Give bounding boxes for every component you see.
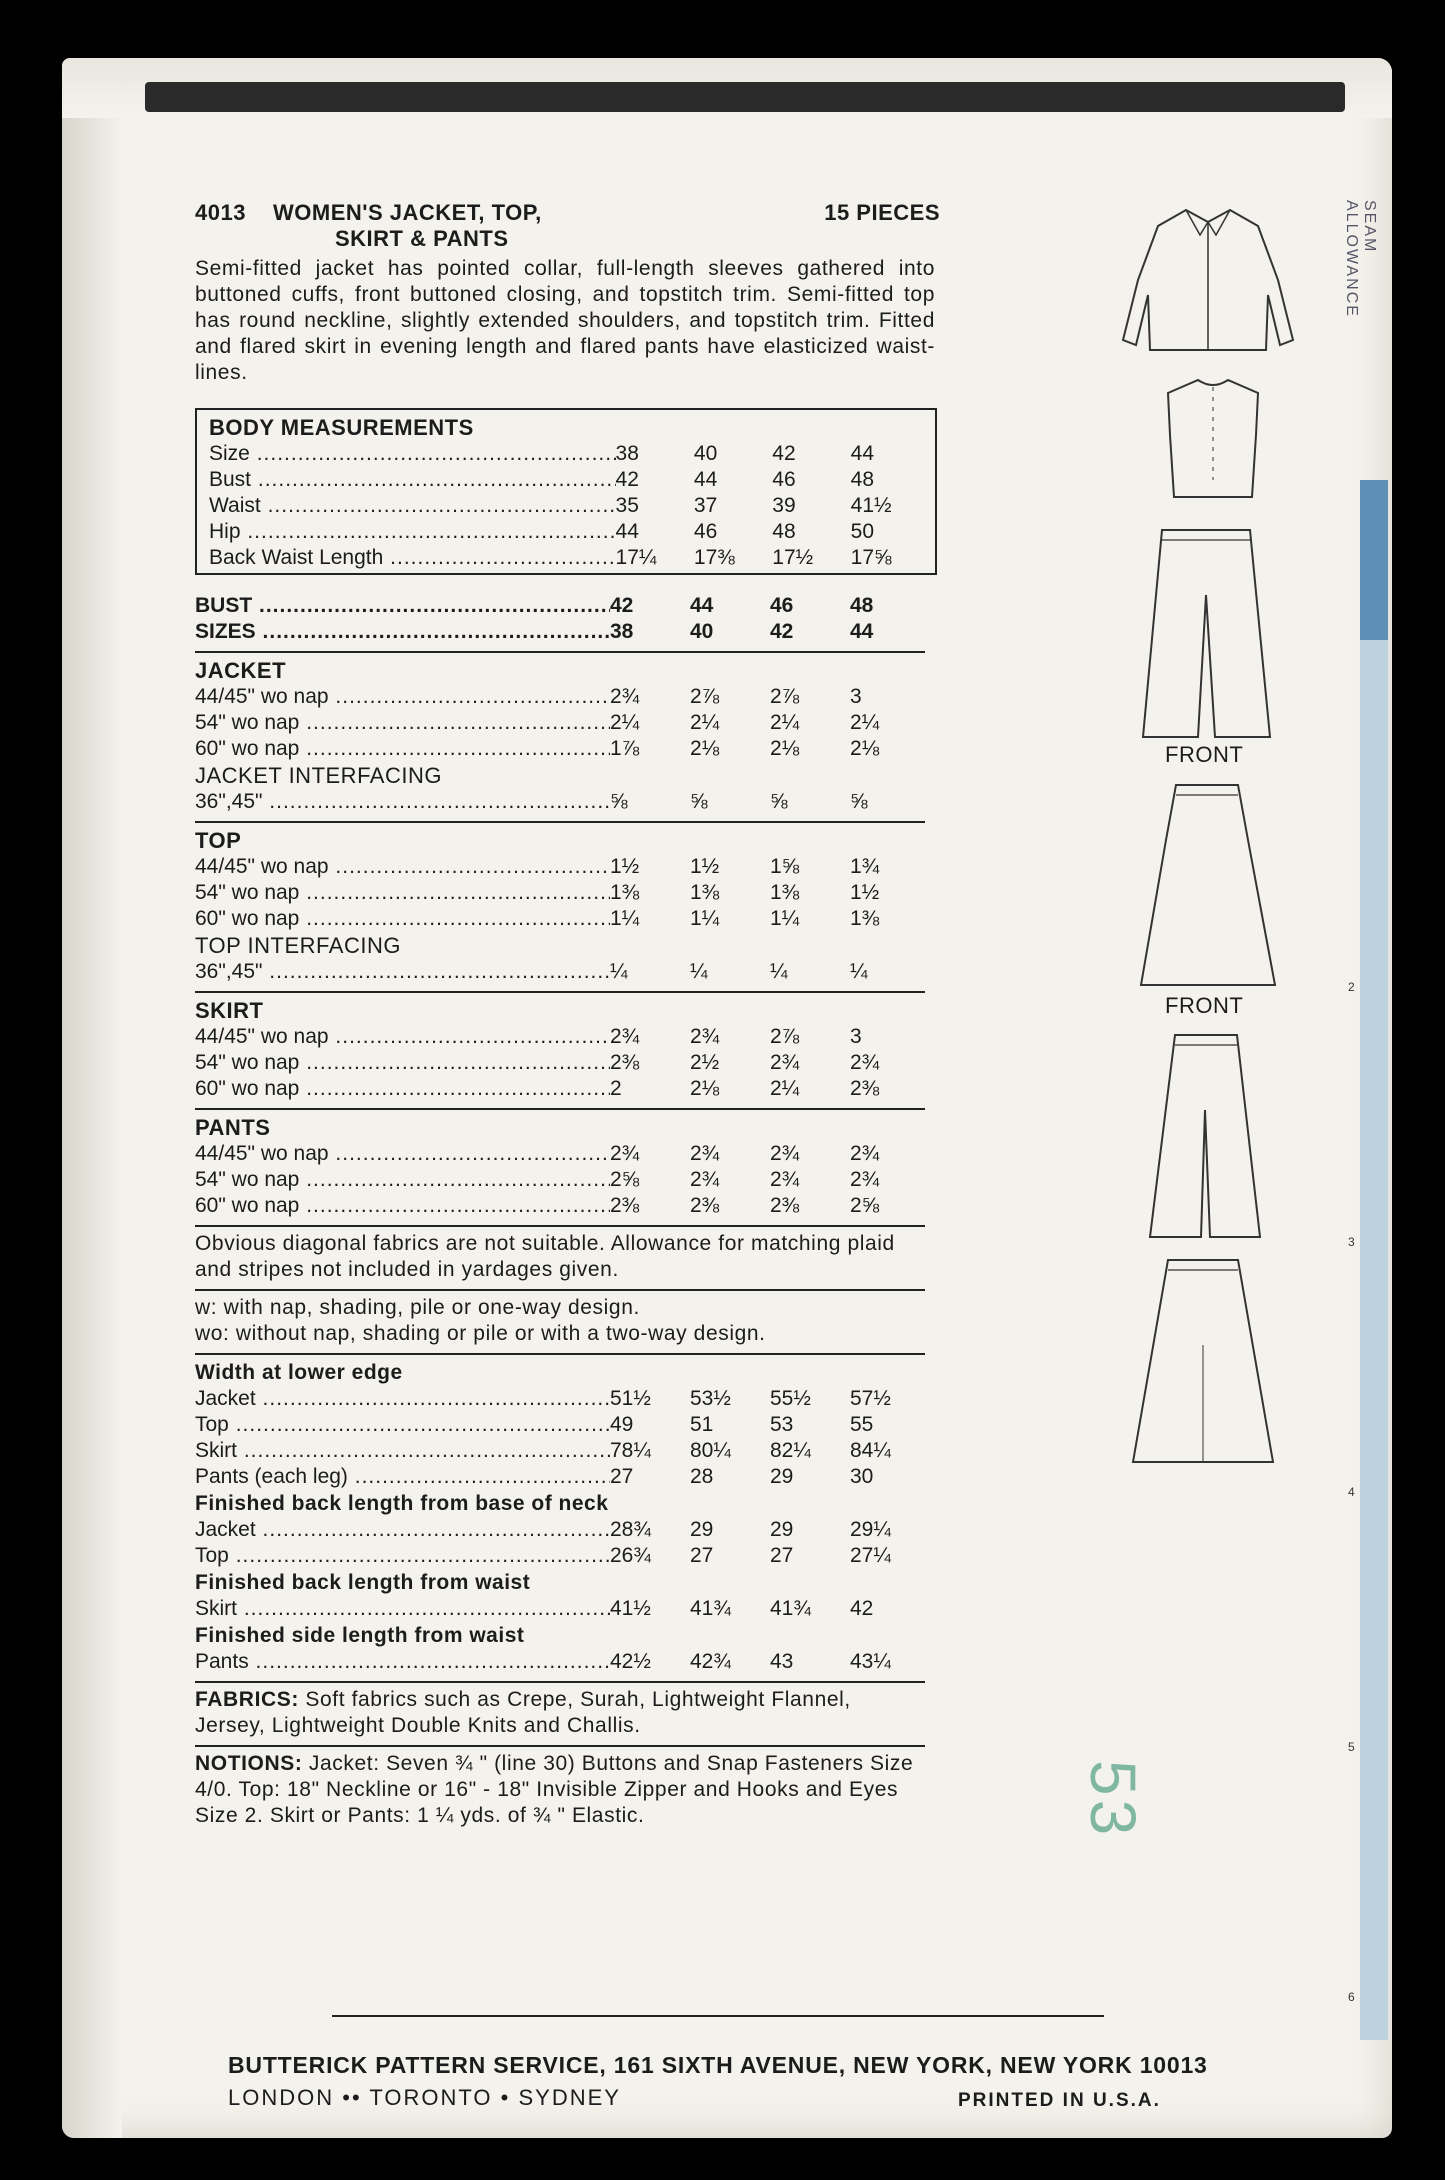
size-value: 40 (690, 620, 714, 643)
row-value: 1⅞ (610, 737, 640, 760)
measurement-row (195, 1412, 940, 1438)
row-label: Pants ..... (195, 1649, 610, 1675)
row-label: 60" wo nap ..... (195, 1076, 610, 1102)
row-value: ¼ (850, 960, 868, 983)
row-value: 44 (693, 468, 718, 491)
measurement-row (195, 854, 940, 880)
measurement-row (195, 1649, 940, 1675)
row-value: 2⅜ (850, 1077, 880, 1100)
row-value: 2¼ (610, 711, 640, 734)
row-value: 2⅛ (770, 737, 800, 760)
section-title: Finished back length from base of neck (195, 1492, 609, 1515)
row-value: 78¼ (610, 1439, 651, 1462)
measurement-row (195, 1076, 940, 1102)
row-value: 42¾ (690, 1650, 731, 1673)
row-label: 36",45" ..... (195, 789, 610, 815)
row-label: 44/45" wo nap ..... (195, 684, 610, 710)
ruler-number: 3 (1348, 1235, 1355, 1249)
row-value: 17⅜ (693, 546, 735, 569)
row-value: 44 (615, 520, 639, 543)
row-label: 54" wo nap ..... (195, 710, 610, 736)
ruler-blue-section (1360, 480, 1388, 640)
price-stamp: 53 (1077, 1760, 1149, 1840)
row-value: 26¾ (610, 1544, 651, 1567)
row-value: 2¼ (770, 1077, 800, 1100)
row-value: 1½ (850, 881, 880, 904)
measurement-row (195, 1386, 940, 1412)
row-label: Size ..... (209, 441, 616, 467)
row-value: 3 (850, 1025, 862, 1048)
row-label: Bust ..... (209, 467, 616, 493)
sizes-row (195, 619, 940, 645)
row-label: 44/45" wo nap ..... (195, 1141, 610, 1167)
row-value: 57½ (850, 1387, 891, 1410)
row-value: 55½ (770, 1387, 811, 1410)
row-value: 46 (772, 468, 796, 491)
front-label-2: FRONT (1165, 993, 1244, 1018)
row-value: 28¾ (610, 1518, 651, 1541)
front-label-1: FRONT (1165, 742, 1244, 767)
row-label: Top ..... (195, 1412, 610, 1438)
row-value: 17½ (772, 546, 814, 569)
measurement-row (195, 959, 940, 985)
publisher-cities: LONDON •• TORONTO • SYDNEY (228, 2085, 621, 2110)
row-value: 42 (615, 468, 639, 491)
sizes-label: SIZES ..... (195, 619, 610, 645)
finished-measurements (195, 1359, 940, 1675)
row-value: 1⅜ (610, 881, 640, 904)
row-value: 84¼ (850, 1439, 891, 1462)
bust-label: BUST ..... (195, 593, 610, 619)
ruler-number: 2 (1348, 980, 1355, 994)
row-value: 30 (850, 1465, 874, 1488)
row-value: 2¾ (610, 1025, 640, 1048)
row-value: 2¾ (770, 1051, 800, 1074)
pants-illustration-1 (1140, 525, 1275, 745)
section-title: JACKET INTERFACING (195, 763, 442, 788)
row-label: 60" wo nap ..... (195, 906, 610, 932)
divider (195, 1681, 925, 1683)
row-value: 2⅛ (850, 737, 880, 760)
measurement-row (195, 880, 940, 906)
row-value: 49 (610, 1413, 634, 1436)
row-value: 29¼ (850, 1518, 891, 1541)
size-value: 42 (770, 620, 794, 643)
row-label: Hip ..... (209, 519, 616, 545)
fabrics-label: FABRICS: (195, 1688, 299, 1711)
fabrics (195, 1687, 925, 1739)
row-value: 37 (693, 494, 718, 517)
row-value: 27 (770, 1544, 794, 1567)
measurement-row (195, 1141, 940, 1167)
row-value: 2⅞ (770, 685, 800, 708)
row-value: ¼ (770, 960, 788, 983)
row-label: Skirt ..... (195, 1438, 610, 1464)
title-line-1: WOMEN'S JACKET, TOP, (273, 200, 542, 225)
measurement-row (195, 1543, 940, 1569)
row-value: 1½ (690, 855, 720, 878)
pattern-title (273, 200, 763, 252)
printed-in: PRINTED IN U.S.A. (958, 2090, 1161, 2111)
row-value: 17⅝ (850, 546, 892, 569)
row-value: 2⅝ (610, 1168, 640, 1191)
row-value: 41¾ (690, 1597, 731, 1620)
row-value: 2¾ (610, 1142, 640, 1165)
row-value: 2 (610, 1077, 622, 1100)
seam-allowance-text: SEAM ALLOWANCE (1343, 200, 1378, 318)
row-value: 43 (770, 1650, 794, 1673)
row-value: 28 (690, 1465, 714, 1488)
envelope-left-edge (62, 58, 122, 2138)
pants-illustration-2 (1135, 1030, 1275, 1245)
row-label: 54" wo nap ..... (195, 1167, 610, 1193)
row-value: 1¾ (850, 855, 880, 878)
measurement-row (195, 789, 940, 815)
pattern-number: 4013 (195, 200, 246, 225)
row-value: 51 (690, 1413, 714, 1436)
measurement-row (195, 1167, 940, 1193)
row-value: 41½ (610, 1597, 651, 1620)
size-value: 44 (850, 620, 874, 643)
measurement-row (195, 1024, 940, 1050)
row-value: 50 (850, 520, 875, 543)
measurement-row (209, 519, 929, 545)
row-value: 2¼ (850, 711, 880, 734)
row-value: 41½ (850, 494, 892, 517)
row-value: 2⅛ (690, 737, 720, 760)
row-value: 2⅝ (850, 1194, 880, 1217)
measurement-row (209, 545, 929, 571)
notions-text: Jacket: Seven ¾ " (line 30) Buttons and Snap Fasteners Size 4/0. Top: 18" Neckline or 16" - 18" Invisible Zipper and Hooks and Eyes Size 2. Skirt or Pants: 1 ¼ yds. of ¾ " Elastic. (195, 1752, 914, 1827)
measurement-row (209, 493, 929, 519)
row-value: 2¾ (610, 685, 640, 708)
row-value: 42 (772, 442, 796, 465)
body-measurements-box (195, 408, 937, 575)
row-value: ¼ (610, 960, 628, 983)
envelope-dark-strip (145, 82, 1345, 112)
row-value: 2¾ (770, 1142, 800, 1165)
section-title: PANTS (195, 1115, 271, 1140)
measurement-row (195, 1193, 940, 1219)
row-value: 2¾ (850, 1168, 880, 1191)
row-value: 2⅞ (770, 1025, 800, 1048)
row-value: 1⅜ (690, 881, 720, 904)
row-label: 60" wo nap ..... (195, 1193, 610, 1219)
divider (195, 821, 925, 823)
jacket-illustration (1108, 200, 1308, 360)
row-value: 2¾ (690, 1168, 720, 1191)
ruler-number: 5 (1348, 1740, 1355, 1754)
row-value: 2¾ (850, 1142, 880, 1165)
row-label: 54" wo nap ..... (195, 880, 610, 906)
row-value: 27 (690, 1544, 714, 1567)
section-title: TOP INTERFACING (195, 933, 401, 958)
row-value: 35 (615, 494, 639, 517)
row-value: 51½ (610, 1387, 651, 1410)
row-label: Top ..... (195, 1543, 610, 1569)
row-value: 1¼ (770, 907, 800, 930)
measurement-row (195, 684, 940, 710)
row-label: Jacket ..... (195, 1517, 610, 1543)
notions-label: NOTIONS: (195, 1752, 303, 1775)
measurement-row (195, 736, 940, 762)
measurement-row (195, 1596, 940, 1622)
row-value: 42 (850, 1597, 874, 1620)
divider (195, 1225, 925, 1227)
measurement-row (195, 1464, 940, 1490)
seam-ruler (1360, 480, 1388, 2040)
row-value: 38 (615, 442, 639, 465)
section-title: JACKET (195, 658, 287, 683)
row-value: 48 (772, 520, 796, 543)
size-value: 44 (690, 594, 714, 617)
title-line-2: SKIRT & PANTS (335, 226, 509, 251)
body-measurements-rows (209, 441, 929, 571)
row-value: 17¼ (615, 546, 657, 569)
row-value: ⅝ (850, 790, 868, 813)
row-value: 46 (693, 520, 718, 543)
row-value: 2½ (690, 1051, 720, 1074)
row-value: 2¼ (770, 711, 800, 734)
measurement-row (209, 441, 929, 467)
measurement-row (195, 1438, 940, 1464)
row-value: 40 (693, 442, 718, 465)
row-value: 27 (610, 1465, 634, 1488)
row-value: 2⅜ (690, 1194, 720, 1217)
row-value: 1¼ (690, 907, 720, 930)
ruler-number: 6 (1348, 1990, 1355, 2004)
diagonal-note: Obvious diagonal fabrics are not suitable. Allowance for matching plaid and stripes not included in yardages given. (195, 1232, 895, 1281)
header (195, 200, 940, 252)
row-value: 2¾ (770, 1168, 800, 1191)
divider (195, 1289, 925, 1291)
row-value: 2⅜ (610, 1051, 640, 1074)
row-value: 41¾ (770, 1597, 811, 1620)
row-label: 54" wo nap ..... (195, 1050, 610, 1076)
row-value: 55 (850, 1413, 874, 1436)
row-value: 29 (770, 1465, 794, 1488)
row-value: 1⅜ (770, 881, 800, 904)
pattern-info (195, 200, 940, 1829)
row-value: 2¼ (690, 711, 720, 734)
notions (195, 1751, 925, 1829)
row-value: 29 (770, 1518, 794, 1541)
row-value: 80¼ (690, 1439, 731, 1462)
row-value: 43¼ (850, 1650, 891, 1673)
size-value: 46 (770, 594, 794, 617)
row-value: 1⅝ (770, 855, 800, 878)
pieces-count: 15 PIECES (824, 200, 940, 225)
top-illustration (1158, 375, 1268, 505)
row-value: ⅝ (610, 790, 628, 813)
skirt-pants-back-illustration (1128, 1255, 1278, 1470)
divider (195, 991, 925, 993)
row-label: 36",45" ..... (195, 959, 610, 985)
measurement-row (195, 710, 940, 736)
section-title: Finished back length from waist (195, 1571, 531, 1594)
row-value: ⅝ (770, 790, 788, 813)
row-value: 44 (850, 442, 875, 465)
description: Semi-fitted jacket has pointed collar, full-length sleeves gathered into buttoned cuffs, front buttoned closing, and topstitch trim. Semi-fitted top has round neckline, slightly extended shoulders, and topstitch trim. Fitted and flared skirt in evening length and flared pants have elasticized waist-lines. (195, 257, 935, 384)
footer-divider (332, 2015, 1104, 2017)
row-value: ⅝ (690, 790, 708, 813)
row-value: 2⅞ (690, 685, 720, 708)
row-value: 53 (770, 1413, 794, 1436)
row-value: 39 (772, 494, 796, 517)
row-value: 1½ (610, 855, 640, 878)
row-label: 44/45" wo nap ..... (195, 854, 610, 880)
row-value: ¼ (690, 960, 708, 983)
size-value: 48 (850, 594, 874, 617)
row-value: 2¾ (850, 1051, 880, 1074)
divider (195, 1745, 925, 1747)
row-value: 53½ (690, 1387, 731, 1410)
row-label: Pants (each leg) ..... (195, 1464, 610, 1490)
yardage-table (195, 657, 940, 1219)
measurement-row (195, 1050, 940, 1076)
measurement-row (209, 467, 929, 493)
size-value: 42 (610, 594, 634, 617)
row-value: 2¾ (690, 1142, 720, 1165)
divider (195, 1353, 925, 1355)
row-value: 1⅜ (850, 907, 880, 930)
section-title: SKIRT (195, 998, 264, 1023)
sizes-block (195, 593, 940, 645)
nap-note-wo: wo: without nap, shading or pile or with a two-way design. (195, 1322, 766, 1345)
row-value: 82¼ (770, 1439, 811, 1462)
row-label: 44/45" wo nap ..... (195, 1024, 610, 1050)
row-value: 3 (850, 685, 862, 708)
measurement-row (195, 1517, 940, 1543)
row-label: Back Waist Length ..... (209, 545, 616, 571)
divider (195, 651, 925, 653)
row-value: 2⅛ (690, 1077, 720, 1100)
section-title: TOP (195, 828, 242, 853)
row-label: Jacket ..... (195, 1386, 610, 1412)
row-value: 2¾ (690, 1025, 720, 1048)
section-title: Finished side length from waist (195, 1624, 525, 1647)
size-value: 38 (610, 620, 634, 643)
row-label: Waist ..... (209, 493, 616, 519)
row-value: 2⅜ (610, 1194, 640, 1217)
row-value: 27¼ (850, 1544, 891, 1567)
row-value: 48 (850, 468, 875, 491)
body-measurements-title: BODY MEASUREMENTS (209, 415, 474, 440)
publisher-address: BUTTERICK PATTERN SERVICE, 161 SIXTH AVENUE, NEW YORK, NEW YORK 10013 (228, 2052, 1208, 2078)
section-title: Width at lower edge (195, 1361, 403, 1384)
measurement-row (195, 906, 940, 932)
row-value: 1¼ (610, 907, 640, 930)
row-label: 60" wo nap ..... (195, 736, 610, 762)
row-value: 42½ (610, 1650, 651, 1673)
skirt-illustration (1138, 780, 1278, 990)
ruler-number: 4 (1348, 1485, 1355, 1499)
divider (195, 1108, 925, 1110)
row-value: 29 (690, 1518, 714, 1541)
nap-note-w: w: with nap, shading, pile or one-way design. (195, 1296, 640, 1319)
row-value: 2⅜ (770, 1194, 800, 1217)
bust-row (195, 593, 940, 619)
row-label: Skirt ..... (195, 1596, 610, 1622)
fabrics-text: Soft fabrics such as Crepe, Surah, Lightweight Flannel, Jersey, Lightweight Double Knits and Challis. (195, 1688, 851, 1737)
